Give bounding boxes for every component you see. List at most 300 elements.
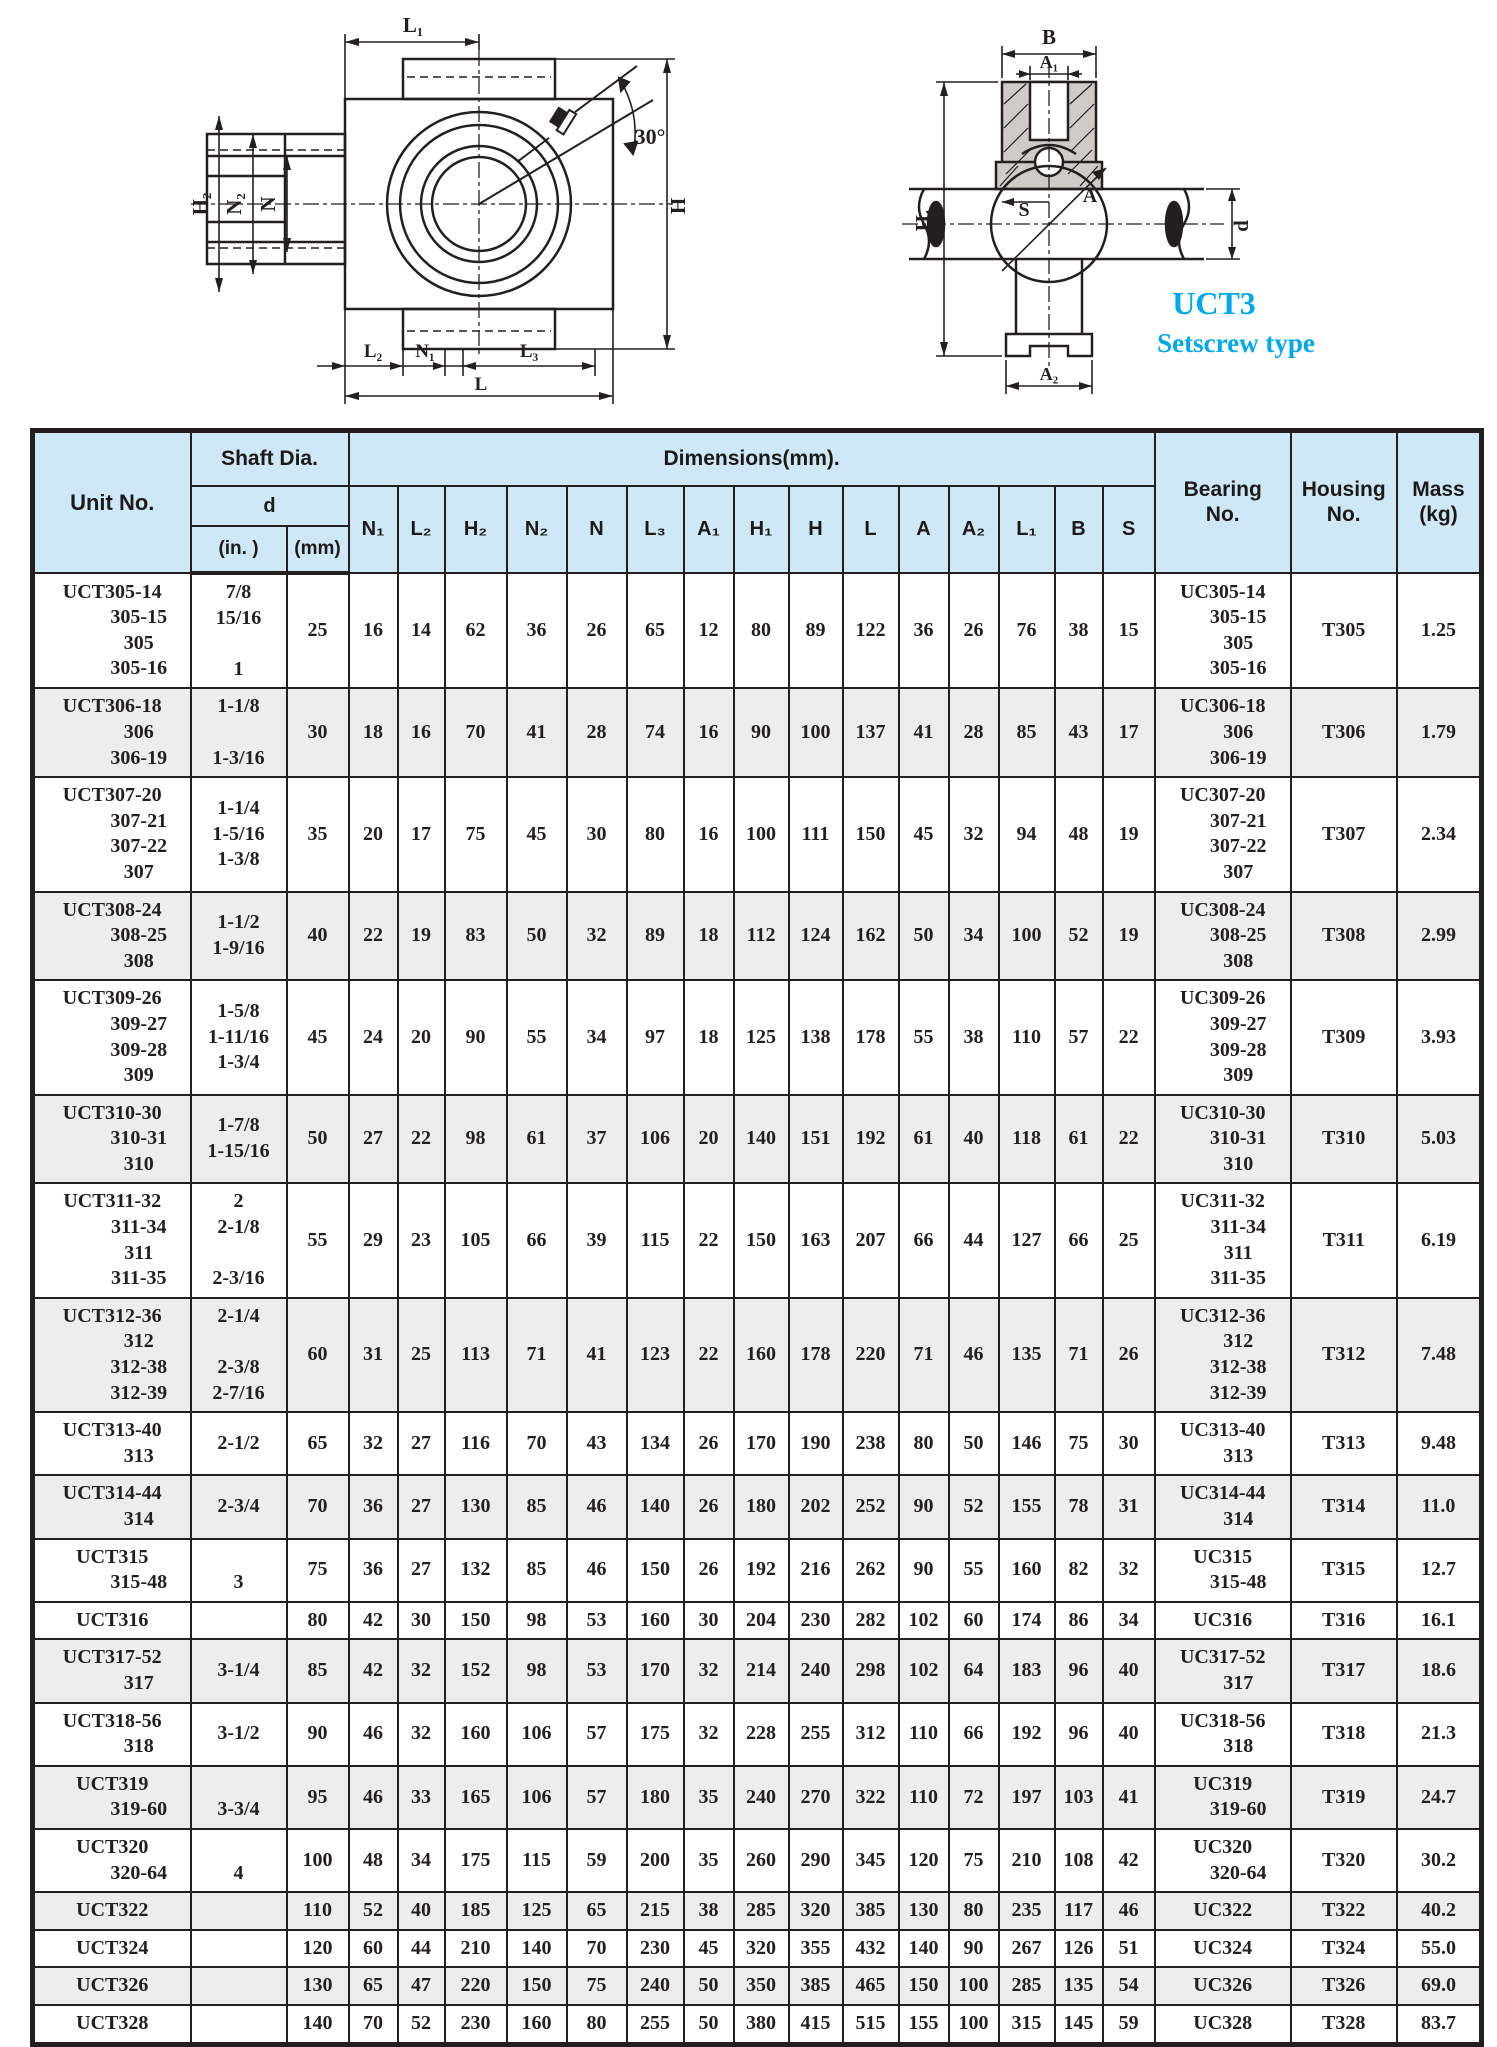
bearing-no-cell xyxy=(1155,980,1291,1094)
mass-cell: 83.7 xyxy=(1397,2005,1482,2044)
dim-cell-h1: 170 xyxy=(734,1412,789,1475)
dim-cell-l2: 27 xyxy=(398,1475,445,1538)
header-col-l: L xyxy=(843,486,899,573)
dim-cell-h2: 90 xyxy=(445,980,507,1094)
dim-cell-l3: 255 xyxy=(627,2005,684,2044)
bearing-no-cell xyxy=(1155,1539,1291,1602)
header-col-a2: A₂ xyxy=(949,486,999,573)
shaft-dia-in-line: 1-3/4 xyxy=(217,1051,260,1074)
unit-no-cell xyxy=(33,1475,191,1538)
unit-no-line: 306 xyxy=(123,720,154,743)
dim-cell-a2: 46 xyxy=(949,1298,999,1412)
dim-cell-l2: 27 xyxy=(398,1412,445,1475)
shaft-dia-in-cell xyxy=(191,1298,287,1412)
dim-cell-s: 41 xyxy=(1103,1766,1155,1829)
dim-cell-n: 53 xyxy=(567,1602,627,1640)
shaft-dia-in-line: 2 xyxy=(233,1190,244,1213)
dim-cell-a: 80 xyxy=(899,1412,949,1475)
bearing-no-line: 319-60 xyxy=(1209,1798,1267,1821)
shaft-dia-in-line: 2-7/16 xyxy=(212,1381,265,1404)
shaft-dia-mm-cell: 75 xyxy=(287,1539,349,1602)
dim-cell-a: 41 xyxy=(899,688,949,777)
dim-cell-a2: 26 xyxy=(949,573,999,688)
bearing-no-line: 310 xyxy=(1223,1152,1254,1175)
dim-cell-n: 46 xyxy=(567,1539,627,1602)
unit-no-line: 311-35 xyxy=(110,1267,167,1290)
unit-no-line: 314 xyxy=(123,1508,154,1530)
bearing-no-line: UC324 xyxy=(1193,1936,1253,1959)
dim-cell-a: 140 xyxy=(899,1930,949,1968)
unit-no-line: 312-39 xyxy=(110,1381,168,1404)
dim-cell-h: 216 xyxy=(789,1539,843,1602)
housing-no-cell: T326 xyxy=(1291,1967,1397,2005)
dim-cell-h2: 113 xyxy=(445,1298,507,1412)
shaft-dia-mm-cell: 80 xyxy=(287,1602,349,1640)
bearing-no-cell xyxy=(1155,1703,1291,1766)
shaft-dia-in-line: 2-1/2 xyxy=(217,1432,260,1455)
dim-cell-h1: 112 xyxy=(734,892,789,981)
header-col-s: S xyxy=(1103,486,1155,573)
unit-no-line: 309 xyxy=(123,1064,154,1087)
bearing-no-line: 307-21 xyxy=(1209,809,1267,832)
dim-cell-b: 145 xyxy=(1055,2005,1103,2044)
unit-no-line: 305-16 xyxy=(110,657,168,680)
dim-cell-n1: 31 xyxy=(349,1298,398,1412)
dim-cell-a2: 60 xyxy=(949,1602,999,1640)
shaft-dia-mm-cell: 70 xyxy=(287,1475,349,1538)
dim-cell-l: 192 xyxy=(843,1095,899,1184)
dim-cell-l: 465 xyxy=(843,1967,899,2005)
shaft-dia-in-line xyxy=(192,1973,286,1999)
dim-cell-h1: 140 xyxy=(734,1095,789,1184)
dim-cell-l2: 14 xyxy=(398,573,445,688)
dim-cell-a: 90 xyxy=(899,1539,949,1602)
unit-no-line: UCT311-32 xyxy=(63,1190,162,1213)
unit-no-line: UCT305-14 xyxy=(62,580,162,603)
bearing-no-line: 305-15 xyxy=(1209,606,1267,629)
bearing-no-line: UC315 xyxy=(1193,1545,1253,1568)
unit-no-cell xyxy=(33,1930,191,1968)
unit-no-line: 315-48 xyxy=(110,1571,168,1594)
dim-cell-h: 151 xyxy=(789,1095,843,1184)
bearing-no-line: 307 xyxy=(1223,860,1254,883)
dim-cell-h1: 320 xyxy=(734,1930,789,1968)
shaft-dia-in-line: 1-1/8 xyxy=(217,695,260,718)
table-row xyxy=(33,1892,1482,1930)
dim-cell-l2: 23 xyxy=(398,1183,445,1297)
shaft-dia-in-line xyxy=(192,1936,286,1962)
mass-cell: 11.0 xyxy=(1397,1475,1482,1538)
shaft-dia-mm-cell: 110 xyxy=(287,1892,349,1930)
dim-cell-b: 71 xyxy=(1055,1298,1103,1412)
dim-cell-l1: 135 xyxy=(999,1298,1055,1412)
dim-cell-l: 282 xyxy=(843,1602,899,1640)
dim-cell-l1: 76 xyxy=(999,573,1055,688)
table-row xyxy=(33,1475,1482,1538)
bearing-no-cell xyxy=(1155,1602,1291,1640)
shaft-dia-mm-cell: 95 xyxy=(287,1766,349,1829)
dim-cell-n1: 52 xyxy=(349,1892,398,1930)
dim-cell-a1: 26 xyxy=(684,1412,734,1475)
bearing-no-cell xyxy=(1155,1412,1291,1475)
housing-no-cell: T322 xyxy=(1291,1892,1397,1930)
dim-cell-a2: 55 xyxy=(949,1539,999,1602)
unit-no-line: UCT315 xyxy=(76,1545,149,1568)
housing-no-cell: T310 xyxy=(1291,1095,1397,1184)
dim-cell-a2: 66 xyxy=(949,1703,999,1766)
dim-cell-a1: 35 xyxy=(684,1829,734,1892)
header-bearing-no xyxy=(1155,431,1291,574)
header-col-h: H xyxy=(789,486,843,573)
mass-cell: 69.0 xyxy=(1397,1967,1482,2005)
dim-cell-b: 96 xyxy=(1055,1703,1103,1766)
dim-cell-a2: 80 xyxy=(949,1892,999,1930)
bearing-no-line: UC310-30 xyxy=(1179,1101,1266,1124)
dim-cell-n2: 98 xyxy=(507,1639,567,1702)
shaft-dia-mm-cell: 45 xyxy=(287,980,349,1094)
dim-cell-l1: 192 xyxy=(999,1703,1055,1766)
dim-cell-n: 70 xyxy=(567,1930,627,1968)
housing-no-cell: T315 xyxy=(1291,1539,1397,1602)
dim-cell-h1: 125 xyxy=(734,980,789,1094)
dim-cell-a1: 32 xyxy=(684,1703,734,1766)
dim-cell-l: 312 xyxy=(843,1703,899,1766)
dim-cell-n2: 45 xyxy=(507,777,567,891)
mass-cell: 1.79 xyxy=(1397,688,1482,777)
dim-cell-l3: 170 xyxy=(627,1639,684,1702)
mass-cell: 9.48 xyxy=(1397,1412,1482,1475)
dim-cell-h1: 180 xyxy=(734,1475,789,1538)
header-col-n1: N₁ xyxy=(349,486,398,573)
table-row xyxy=(33,1930,1482,1968)
dim-cell-a1: 20 xyxy=(684,1095,734,1184)
dim-label-a1: A₁ xyxy=(1039,52,1059,72)
header-d-mm: (mm) xyxy=(287,526,349,573)
side-view-diagram xyxy=(884,4,1384,416)
dim-cell-l1: 183 xyxy=(999,1639,1055,1702)
dim-cell-h: 190 xyxy=(789,1412,843,1475)
unit-no-line: UCT319 xyxy=(76,1772,149,1795)
dim-cell-n: 37 xyxy=(567,1095,627,1184)
dim-cell-l: 220 xyxy=(843,1298,899,1412)
dim-cell-a1: 38 xyxy=(684,1892,734,1930)
header-d-in: (in. ) xyxy=(191,526,287,573)
bearing-no-cell xyxy=(1155,892,1291,981)
dim-cell-l1: 174 xyxy=(999,1602,1055,1640)
dim-cell-s: 40 xyxy=(1103,1703,1155,1766)
housing-no-cell: T312 xyxy=(1291,1298,1397,1412)
table-row xyxy=(33,1539,1482,1602)
housing-no-cell: T319 xyxy=(1291,1766,1397,1829)
shaft-dia-in-line: 2-3/8 xyxy=(217,1356,260,1379)
bearing-no-line: 313 xyxy=(1223,1444,1254,1467)
dim-cell-h2: 175 xyxy=(445,1829,507,1892)
unit-no-line: 318 xyxy=(123,1735,154,1758)
table-row xyxy=(33,777,1482,891)
unit-no-line: 311 xyxy=(124,1241,154,1264)
unit-no-line: 310 xyxy=(123,1152,154,1175)
front-view-diagram xyxy=(145,4,700,416)
dim-cell-l3: 140 xyxy=(627,1475,684,1538)
dim-cell-s: 54 xyxy=(1103,1967,1155,2005)
header-col-n: N xyxy=(567,486,627,573)
dim-cell-n1: 42 xyxy=(349,1639,398,1702)
bearing-no-line: UC316 xyxy=(1193,1608,1253,1631)
unit-no-line: UCT313-40 xyxy=(62,1419,162,1442)
shaft-dia-in-line: 3-1/4 xyxy=(217,1659,260,1682)
dim-label-s: S xyxy=(1018,199,1030,221)
unit-no-line: UCT317-52 xyxy=(62,1646,162,1669)
dim-cell-a2: 34 xyxy=(949,892,999,981)
bearing-no-cell xyxy=(1155,573,1291,688)
dim-cell-s: 59 xyxy=(1103,2005,1155,2044)
housing-no-cell: T320 xyxy=(1291,1829,1397,1892)
dim-cell-n2: 150 xyxy=(507,1967,567,2005)
header-col-a: A xyxy=(899,486,949,573)
dim-cell-h1: 192 xyxy=(734,1539,789,1602)
unit-no-line: UCT312-36 xyxy=(62,1304,162,1327)
header-housing-no xyxy=(1291,431,1397,574)
shaft-dia-in-cell xyxy=(191,1412,287,1475)
dim-cell-h: 100 xyxy=(789,688,843,777)
dim-cell-l2: 47 xyxy=(398,1967,445,2005)
unit-no-line: UCT306-18 xyxy=(62,695,162,718)
bearing-no-line: 306-19 xyxy=(1209,746,1267,769)
table-header xyxy=(33,431,1482,574)
table-row xyxy=(33,1095,1482,1184)
bearing-no-line: UC311-32 xyxy=(1180,1190,1265,1213)
dim-cell-b: 66 xyxy=(1055,1183,1103,1297)
dim-cell-n: 43 xyxy=(567,1412,627,1475)
unit-no-line: UCT326 xyxy=(76,1974,149,1997)
dim-cell-l1: 127 xyxy=(999,1183,1055,1297)
mass-cell: 2.34 xyxy=(1397,777,1482,891)
dim-cell-n: 46 xyxy=(567,1475,627,1538)
dim-cell-a2: 90 xyxy=(949,1930,999,1968)
header-bearing-line2: No. xyxy=(1205,502,1240,526)
shaft-dia-mm-cell: 40 xyxy=(287,892,349,981)
bearing-no-line: 309 xyxy=(1223,1064,1254,1087)
dim-cell-n2: 85 xyxy=(507,1475,567,1538)
dim-cell-l2: 32 xyxy=(398,1639,445,1702)
dim-cell-l3: 160 xyxy=(627,1602,684,1640)
mass-cell: 12.7 xyxy=(1397,1539,1482,1602)
dim-cell-h1: 350 xyxy=(734,1967,789,2005)
unit-no-line: 313 xyxy=(123,1444,154,1467)
dim-cell-b: 78 xyxy=(1055,1475,1103,1538)
mass-cell: 5.03 xyxy=(1397,1095,1482,1184)
dim-cell-n1: 60 xyxy=(349,1930,398,1968)
table-row xyxy=(33,1829,1482,1892)
dim-cell-h1: 100 xyxy=(734,777,789,891)
unit-no-cell xyxy=(33,980,191,1094)
unit-no-line: UCT309-26 xyxy=(62,987,162,1010)
unit-no-cell xyxy=(33,1892,191,1930)
dim-cell-s: 40 xyxy=(1103,1639,1155,1702)
dim-cell-l: 345 xyxy=(843,1829,899,1892)
dim-cell-b: 135 xyxy=(1055,1967,1103,2005)
dim-cell-l1: 315 xyxy=(999,2005,1055,2044)
dim-cell-s: 17 xyxy=(1103,688,1155,777)
bearing-no-line: UC309-26 xyxy=(1179,987,1266,1010)
unit-no-line: 305 xyxy=(123,631,154,654)
dim-label-l3: L₃ xyxy=(519,341,539,362)
dim-cell-s: 46 xyxy=(1103,1892,1155,1930)
header-dimensions: Dimensions(mm). xyxy=(349,431,1155,487)
dim-cell-h: 320 xyxy=(789,1892,843,1930)
dim-cell-b: 75 xyxy=(1055,1412,1103,1475)
dim-cell-l: 178 xyxy=(843,980,899,1094)
shaft-dia-in-line xyxy=(192,1608,286,1634)
bearing-no-cell xyxy=(1155,1183,1291,1297)
unit-no-cell xyxy=(33,1639,191,1702)
dim-cell-n2: 50 xyxy=(507,892,567,981)
dim-cell-l2: 25 xyxy=(398,1298,445,1412)
dim-cell-l: 252 xyxy=(843,1475,899,1538)
bearing-no-cell xyxy=(1155,1967,1291,2005)
unit-no-line: 307 xyxy=(123,860,154,883)
shaft-dia-in-cell xyxy=(191,1539,287,1602)
unit-no-line: 309-27 xyxy=(110,1012,168,1035)
dim-cell-a1: 35 xyxy=(684,1766,734,1829)
dim-cell-s: 22 xyxy=(1103,980,1155,1094)
bearing-no-line: 306 xyxy=(1223,720,1254,743)
dim-cell-n1: 22 xyxy=(349,892,398,981)
dim-cell-l: 515 xyxy=(843,2005,899,2044)
bearing-no-cell xyxy=(1155,688,1291,777)
dim-cell-h: 163 xyxy=(789,1183,843,1297)
dim-cell-s: 32 xyxy=(1103,1539,1155,1602)
dim-cell-l2: 22 xyxy=(398,1095,445,1184)
header-mass-line2: (kg) xyxy=(1419,502,1458,526)
header-d: d xyxy=(191,486,349,526)
bearing-no-line: 305 xyxy=(1223,631,1254,654)
dim-label-h2: H₂ xyxy=(188,192,212,216)
dim-cell-a2: 28 xyxy=(949,688,999,777)
dim-cell-n: 53 xyxy=(567,1639,627,1702)
bearing-no-line: UC313-40 xyxy=(1179,1419,1266,1442)
shaft-dia-in-cell xyxy=(191,1930,287,1968)
dim-cell-l2: 40 xyxy=(398,1892,445,1930)
table-row xyxy=(33,1967,1482,2005)
mass-cell: 6.19 xyxy=(1397,1183,1482,1297)
dim-cell-n2: 125 xyxy=(507,1892,567,1930)
shaft-dia-in-cell xyxy=(191,1639,287,1702)
dim-label-l2: L₂ xyxy=(363,341,383,362)
table-body xyxy=(33,573,1482,2044)
dim-cell-l: 385 xyxy=(843,1892,899,1930)
dim-cell-h1: 260 xyxy=(734,1829,789,1892)
shaft-dia-in-line: 7/8 xyxy=(225,581,252,603)
unit-no-cell xyxy=(33,1766,191,1829)
mass-cell: 2.99 xyxy=(1397,892,1482,981)
shaft-dia-in-cell xyxy=(191,1183,287,1297)
dim-cell-n1: 36 xyxy=(349,1475,398,1538)
dim-cell-a2: 38 xyxy=(949,980,999,1094)
shaft-dia-in-line: 1-3/16 xyxy=(212,746,265,769)
dim-cell-l1: 267 xyxy=(999,1930,1055,1968)
unit-no-line: 320-64 xyxy=(110,1861,168,1884)
dim-cell-b: 43 xyxy=(1055,688,1103,777)
table-row xyxy=(33,688,1482,777)
dim-cell-l3: 134 xyxy=(627,1412,684,1475)
dim-cell-s: 26 xyxy=(1103,1298,1155,1412)
dim-cell-n2: 36 xyxy=(507,573,567,688)
shaft-dia-in-cell xyxy=(191,1967,287,2005)
dim-cell-a1: 16 xyxy=(684,688,734,777)
bearing-no-line: 312 xyxy=(1223,1330,1254,1353)
bearing-no-line: 312-39 xyxy=(1209,1381,1267,1404)
header-col-l2: L₂ xyxy=(398,486,445,573)
shaft-dia-mm-cell: 30 xyxy=(287,688,349,777)
dim-cell-h: 111 xyxy=(789,777,843,891)
dim-cell-b: 86 xyxy=(1055,1602,1103,1640)
header-col-b: B xyxy=(1055,486,1103,573)
housing-no-cell: T313 xyxy=(1291,1412,1397,1475)
dim-cell-s: 30 xyxy=(1103,1412,1155,1475)
bearing-no-line: 308 xyxy=(1223,949,1254,972)
shaft-dia-mm-cell: 120 xyxy=(287,1930,349,1968)
dim-cell-n: 57 xyxy=(567,1766,627,1829)
dim-cell-l2: 20 xyxy=(398,980,445,1094)
dim-cell-n2: 55 xyxy=(507,980,567,1094)
unit-no-line: 307-22 xyxy=(110,835,168,858)
table-row xyxy=(33,1412,1482,1475)
dim-cell-a1: 45 xyxy=(684,1930,734,1968)
dim-cell-h2: 62 xyxy=(445,573,507,688)
mass-cell: 18.6 xyxy=(1397,1639,1482,1702)
table-row xyxy=(33,1183,1482,1297)
unit-no-cell xyxy=(33,1602,191,1640)
dim-cell-l1: 197 xyxy=(999,1766,1055,1829)
table-row xyxy=(33,573,1482,688)
dim-cell-h2: 98 xyxy=(445,1095,507,1184)
bearing-no-line: 310-31 xyxy=(1209,1127,1267,1150)
dim-cell-n: 30 xyxy=(567,777,627,891)
unit-no-cell xyxy=(33,688,191,777)
unit-no-line: 310-31 xyxy=(110,1127,168,1150)
dim-cell-l2: 16 xyxy=(398,688,445,777)
dim-label-l: L xyxy=(474,374,488,395)
dim-cell-h: 202 xyxy=(789,1475,843,1538)
housing-no-cell: T308 xyxy=(1291,892,1397,981)
dim-cell-n1: 48 xyxy=(349,1829,398,1892)
dim-cell-s: 22 xyxy=(1103,1095,1155,1184)
dim-cell-l1: 235 xyxy=(999,1892,1055,1930)
unit-no-cell xyxy=(33,1298,191,1412)
dim-cell-n2: 98 xyxy=(507,1602,567,1640)
bearing-no-line: UC314-44 xyxy=(1179,1482,1266,1505)
shaft-dia-in-line: 2-1/8 xyxy=(217,1216,260,1239)
dim-cell-l1: 118 xyxy=(999,1095,1055,1184)
dim-cell-a2: 44 xyxy=(949,1183,999,1297)
dim-cell-a: 155 xyxy=(899,2005,949,2044)
shaft-dia-in-cell xyxy=(191,1766,287,1829)
unit-no-line: 317 xyxy=(123,1671,154,1694)
dim-label-n: N xyxy=(256,196,280,212)
dim-cell-n1: 29 xyxy=(349,1183,398,1297)
dim-cell-h2: 165 xyxy=(445,1766,507,1829)
dim-cell-n1: 24 xyxy=(349,980,398,1094)
dim-cell-h: 415 xyxy=(789,2005,843,2044)
dim-cell-h2: 185 xyxy=(445,1892,507,1930)
dim-cell-a1: 22 xyxy=(684,1298,734,1412)
mass-cell: 7.48 xyxy=(1397,1298,1482,1412)
dim-cell-l2: 30 xyxy=(398,1602,445,1640)
dim-cell-n2: 115 xyxy=(507,1829,567,1892)
dim-cell-b: 57 xyxy=(1055,980,1103,1094)
dim-cell-a: 102 xyxy=(899,1639,949,1702)
